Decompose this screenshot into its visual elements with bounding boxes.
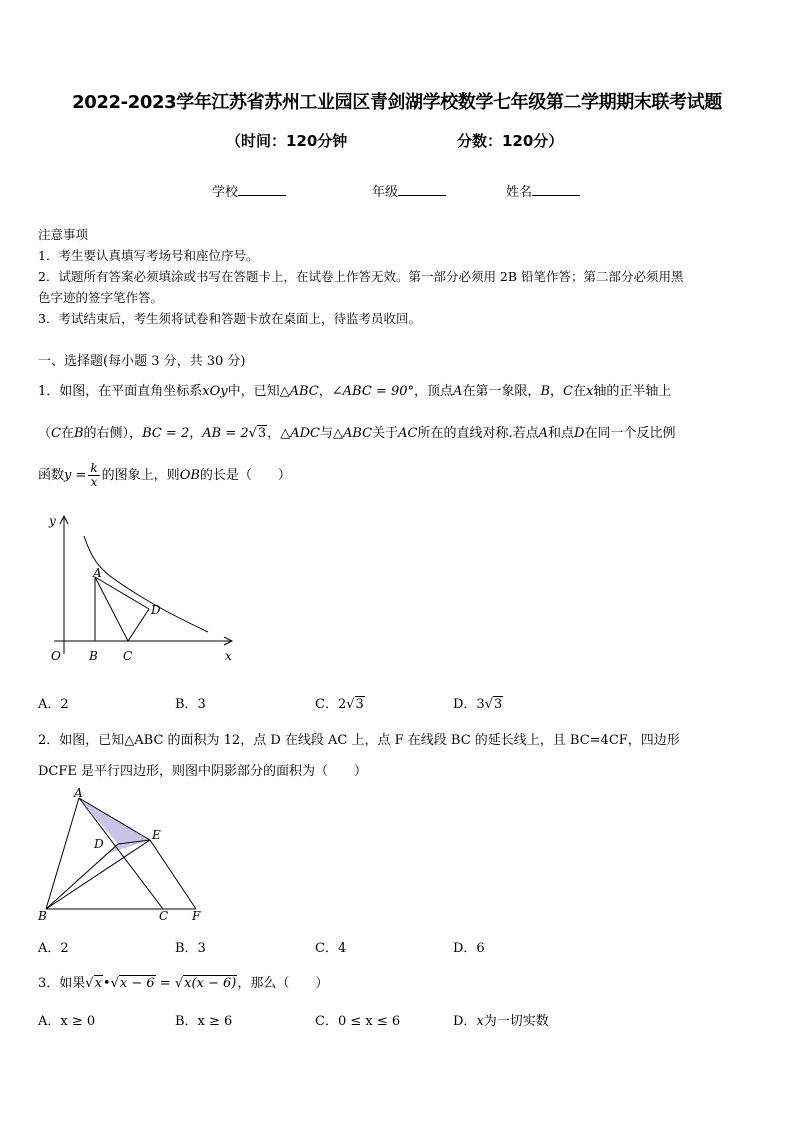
q2-line-2: DCFE 是平行四边形，则图中阴影部分的面积为（ ） xyxy=(38,764,368,779)
note-item-1: 1．考生要认真填写考场号和座位序号。 xyxy=(38,248,259,263)
shaded-triangle-ADE xyxy=(79,798,150,844)
exam-score: 分数：120分） xyxy=(457,132,564,150)
q1-option-d[interactable]: D．3√3 xyxy=(453,697,503,712)
q3-option-b[interactable]: B．x ≥ 6 xyxy=(175,1014,233,1029)
q2-option-d[interactable]: D．6 xyxy=(453,941,485,956)
label-y: y xyxy=(49,514,56,528)
q3-stem: 3．如果√x•√x − 6 = √x(x − 6)，那么（ ） xyxy=(38,976,329,991)
note-item-3: 3．考试结束后，考生须将试卷和答题卡放在桌面上，待监考员收回。 xyxy=(38,311,421,326)
label-C: C xyxy=(123,649,133,663)
q1-line-1: 1．如图，在平面直角坐标系xOy中，已知△ABC，∠ABC = 90°，顶点A在第一象限，B，C在x轴的正半轴上 xyxy=(38,384,672,399)
q1-option-a[interactable]: A．2 xyxy=(38,697,69,712)
section-heading: 一、选择题(每小题 3 分，共 30 分) xyxy=(38,354,246,369)
label-D: D xyxy=(151,603,161,617)
q1-line-2: （C在B的右侧），BC = 2，AB = 2√3，△ADC与△ABC关于AC所在的直线对称.若点A和点D在同一个反比例 xyxy=(38,426,676,441)
label-E: E xyxy=(152,828,161,842)
q2-option-c[interactable]: C．4 xyxy=(315,941,347,956)
notes-heading: 注意事项 xyxy=(38,227,89,242)
q3-option-c[interactable]: C．0 ≤ x ≤ 6 xyxy=(315,1014,401,1029)
q2-line-1: 2．如图，已知△ABC 的面积为 12，点 D 在线段 AC 上，点 F 在线段 BC 的延长线上，且 BC=4CF，四边形 xyxy=(38,733,680,748)
note-item-2b: 色字迹的签字笔作答。 xyxy=(38,290,164,305)
label-F: F xyxy=(192,909,201,923)
label-A: A xyxy=(74,788,83,800)
label-B: B xyxy=(38,909,47,923)
label-D: D xyxy=(94,837,104,851)
name-field: 姓名 xyxy=(506,181,580,200)
q3-option-d[interactable]: D．x为一切实数 xyxy=(453,1014,549,1029)
school-blank[interactable] xyxy=(238,183,286,196)
name-blank[interactable] xyxy=(532,183,580,196)
label-A: A xyxy=(93,566,102,580)
segment-AB xyxy=(46,798,79,909)
q1-option-b[interactable]: B．3 xyxy=(175,697,206,712)
q1-figure xyxy=(40,510,250,670)
segment-BD xyxy=(46,844,118,909)
label-x: x xyxy=(225,649,232,663)
segment-CD xyxy=(128,609,149,641)
grade-blank[interactable] xyxy=(398,183,446,196)
q1-option-c[interactable]: C．2√3 xyxy=(315,697,364,712)
q2-option-b[interactable]: B．3 xyxy=(175,941,206,956)
label-C: C xyxy=(159,909,169,923)
exam-time: （时间：120分钟 xyxy=(226,132,348,150)
q2-figure xyxy=(36,788,216,924)
q1-line-3: 函数y = $\frac{k}{x}$ 的图象上，则OB的长是（ ） xyxy=(38,461,291,489)
segment-EF xyxy=(150,840,196,909)
note-item-2a: 2．试题所有答案必须填涂或书写在答题卡上，在试卷上作答无效。第一部分必须用 2B 铅笔作答；第二部分必须用黑 xyxy=(38,269,684,284)
grade-field: 年级 xyxy=(372,181,446,200)
label-B: B xyxy=(89,649,98,663)
label-O: O xyxy=(51,649,61,663)
fraction-k-over-x: $\frac{k}{x}$ xyxy=(90,461,98,489)
exam-title: 2022-2023学年江苏省苏州工业园区青剑湖学校数学七年级第二学期期末联考试题 xyxy=(72,92,722,113)
hyperbola-curve xyxy=(84,536,208,632)
school-field: 学校 xyxy=(212,181,286,200)
segment-AC xyxy=(79,798,163,909)
q3-option-a[interactable]: A．x ≥ 0 xyxy=(38,1014,96,1029)
q2-option-a[interactable]: A．2 xyxy=(38,941,69,956)
